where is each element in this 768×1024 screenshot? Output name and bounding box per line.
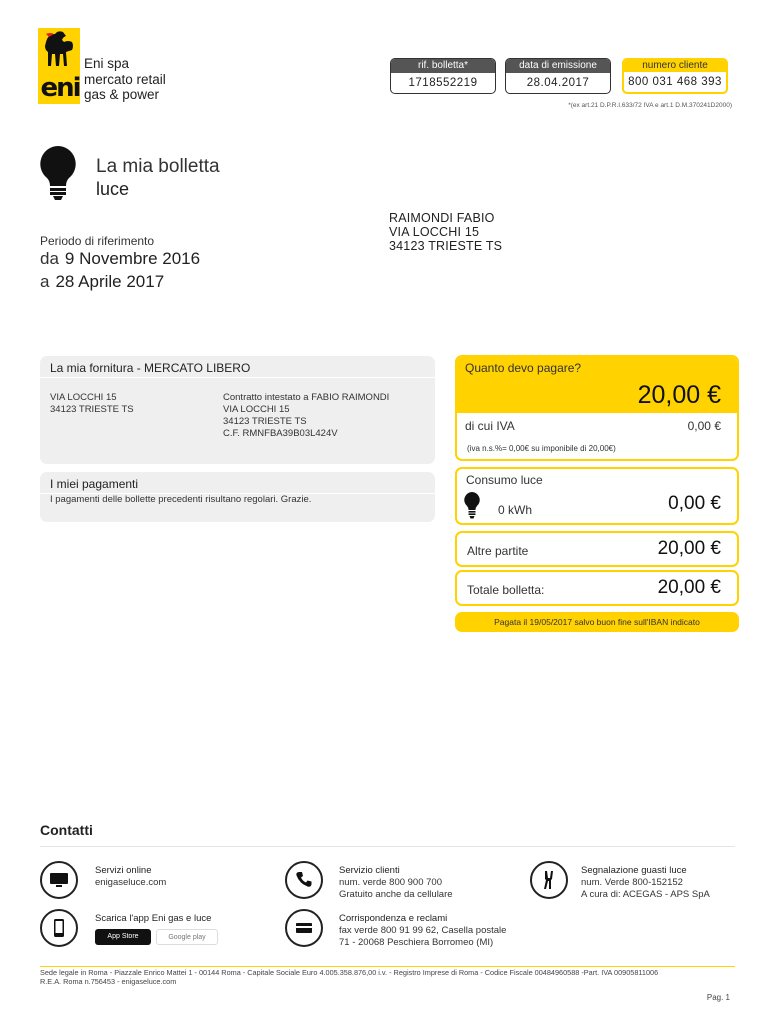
payment-status-note: Pagata il 19/05/2017 salvo buon fine sull'IBAN indicato (455, 612, 739, 632)
iva-value: 0,00 € (687, 419, 721, 433)
pagamenti-heading: I miei pagamenti (50, 477, 139, 491)
amount-due-question: Quanto devo pagare? (465, 361, 582, 375)
numero-cliente-label: numero cliente (624, 60, 726, 72)
eni-wordmark: eni (40, 73, 80, 103)
footer-divider (40, 966, 735, 967)
altre-partite-amount: 20,00 € (657, 538, 721, 559)
ref-bolletta-value: 1718552219 (408, 77, 478, 89)
card-icon (285, 909, 323, 947)
period-to: a 28 Aprile 2017 (40, 272, 165, 291)
contact-servizi-online: Servizi online enigaseluce.com (95, 865, 167, 888)
numero-cliente-box (622, 58, 728, 94)
fornitura-address: VIA LOCCHI 15 34123 TRIESTE TS (50, 392, 134, 415)
contact-guasti-luce: Segnalazione guasti luce num. Verde 800-152152 A cura di: ACEGAS - APS SpA (581, 865, 710, 900)
google-play-badge[interactable]: Google play (156, 929, 218, 945)
smartphone-icon (40, 909, 78, 947)
pagamenti-panel (40, 472, 435, 522)
contact-corrispondenza: Corrispondenza e reclami fax verde 800 91 99 62, Casella postale 71 - 20068 Peschiera Borromeo (MI) (339, 913, 507, 948)
recipient-address: RAIMONDI FABIO VIA LOCCHI 15 34123 TRIESTE TS (389, 211, 503, 253)
totale-bolletta-label: Totale bolletta: (467, 583, 545, 597)
data-emissione-box (505, 58, 611, 94)
consumo-amount: 0,00 € (668, 493, 721, 514)
period-label: Periodo di riferimento (40, 234, 155, 248)
website-link[interactable]: enigaseluce.com (95, 877, 167, 888)
consumo-box (455, 467, 739, 525)
page-number: Pag. 1 (706, 993, 730, 1002)
bill-type: luce (96, 179, 130, 199)
divider (40, 846, 735, 847)
company-name: Eni spa mercato retail gas & power (84, 56, 166, 102)
amount-due-box (455, 355, 739, 461)
totale-bolletta-amount: 20,00 € (657, 577, 721, 598)
bill-title: La mia bolletta (96, 156, 220, 177)
pliers-icon (530, 861, 568, 899)
ref-footnote: *(ex art.21 D.P.R.I.633/72 IVA e art.1 D.M.370241D2000) (568, 102, 732, 109)
data-emissione-value: 28.04.2017 (526, 77, 590, 89)
totale-bolletta-box (455, 570, 739, 606)
iva-label: di cui IVA (465, 419, 515, 433)
ref-bolletta-box (390, 58, 496, 94)
iva-note: (iva n.s.%= 0,00€ su imponibile di 20,00€) (467, 444, 616, 453)
lightbulb-icon (38, 144, 78, 200)
contact-app: Scarica l'app Eni gas e luce (95, 913, 212, 924)
consumo-kwh: 0 kWh (498, 503, 533, 517)
six-legged-dog-icon (40, 28, 80, 72)
phone-icon (285, 861, 323, 899)
fornitura-panel (40, 356, 435, 464)
contact-servizio-clienti: Servizio clienti num. verde 800 900 700 Gratuito anche da cellulare (339, 865, 453, 900)
amount-due-value: 20,00 € (637, 381, 721, 409)
monitor-icon (40, 861, 78, 899)
divider (40, 377, 435, 378)
pagamenti-text: I pagamenti delle bollette precedenti risultano regolari. Grazie. (50, 494, 312, 505)
legal-footer: Sede legale in Roma - Piazzale Enrico Mattei 1 - 00144 Roma - Capitale Sociale Euro 4.005.358.876,00 i.v. - Registro Imprese di Roma - Codice Fiscale 00484960588 -Part. IVA 00905811006 R.E.A. Roma n.756453 - enigaseluce.com (40, 968, 659, 986)
ref-bolletta-label: rif. bolletta* (391, 59, 495, 73)
numero-cliente-value: 800 031 468 393 (628, 76, 722, 88)
consumo-label: Consumo luce (466, 473, 543, 487)
contract-holder: Contratto intestato a FABIO RAIMONDI VIA LOCCHI 15 34123 TRIESTE TS C.F. RMNFBA39B03L424V (223, 392, 390, 439)
lightbulb-icon (463, 491, 481, 519)
contatti-heading: Contatti (40, 822, 93, 838)
period-from: da 9 Novembre 2016 (40, 249, 201, 268)
data-emissione-label: data di emissione (506, 59, 610, 73)
altre-partite-label: Altre partite (467, 544, 529, 558)
fornitura-heading: La mia fornitura - MERCATO LIBERO (50, 361, 251, 375)
altre-partite-box (455, 531, 739, 567)
app-store-badge[interactable]: App Store (95, 929, 151, 945)
